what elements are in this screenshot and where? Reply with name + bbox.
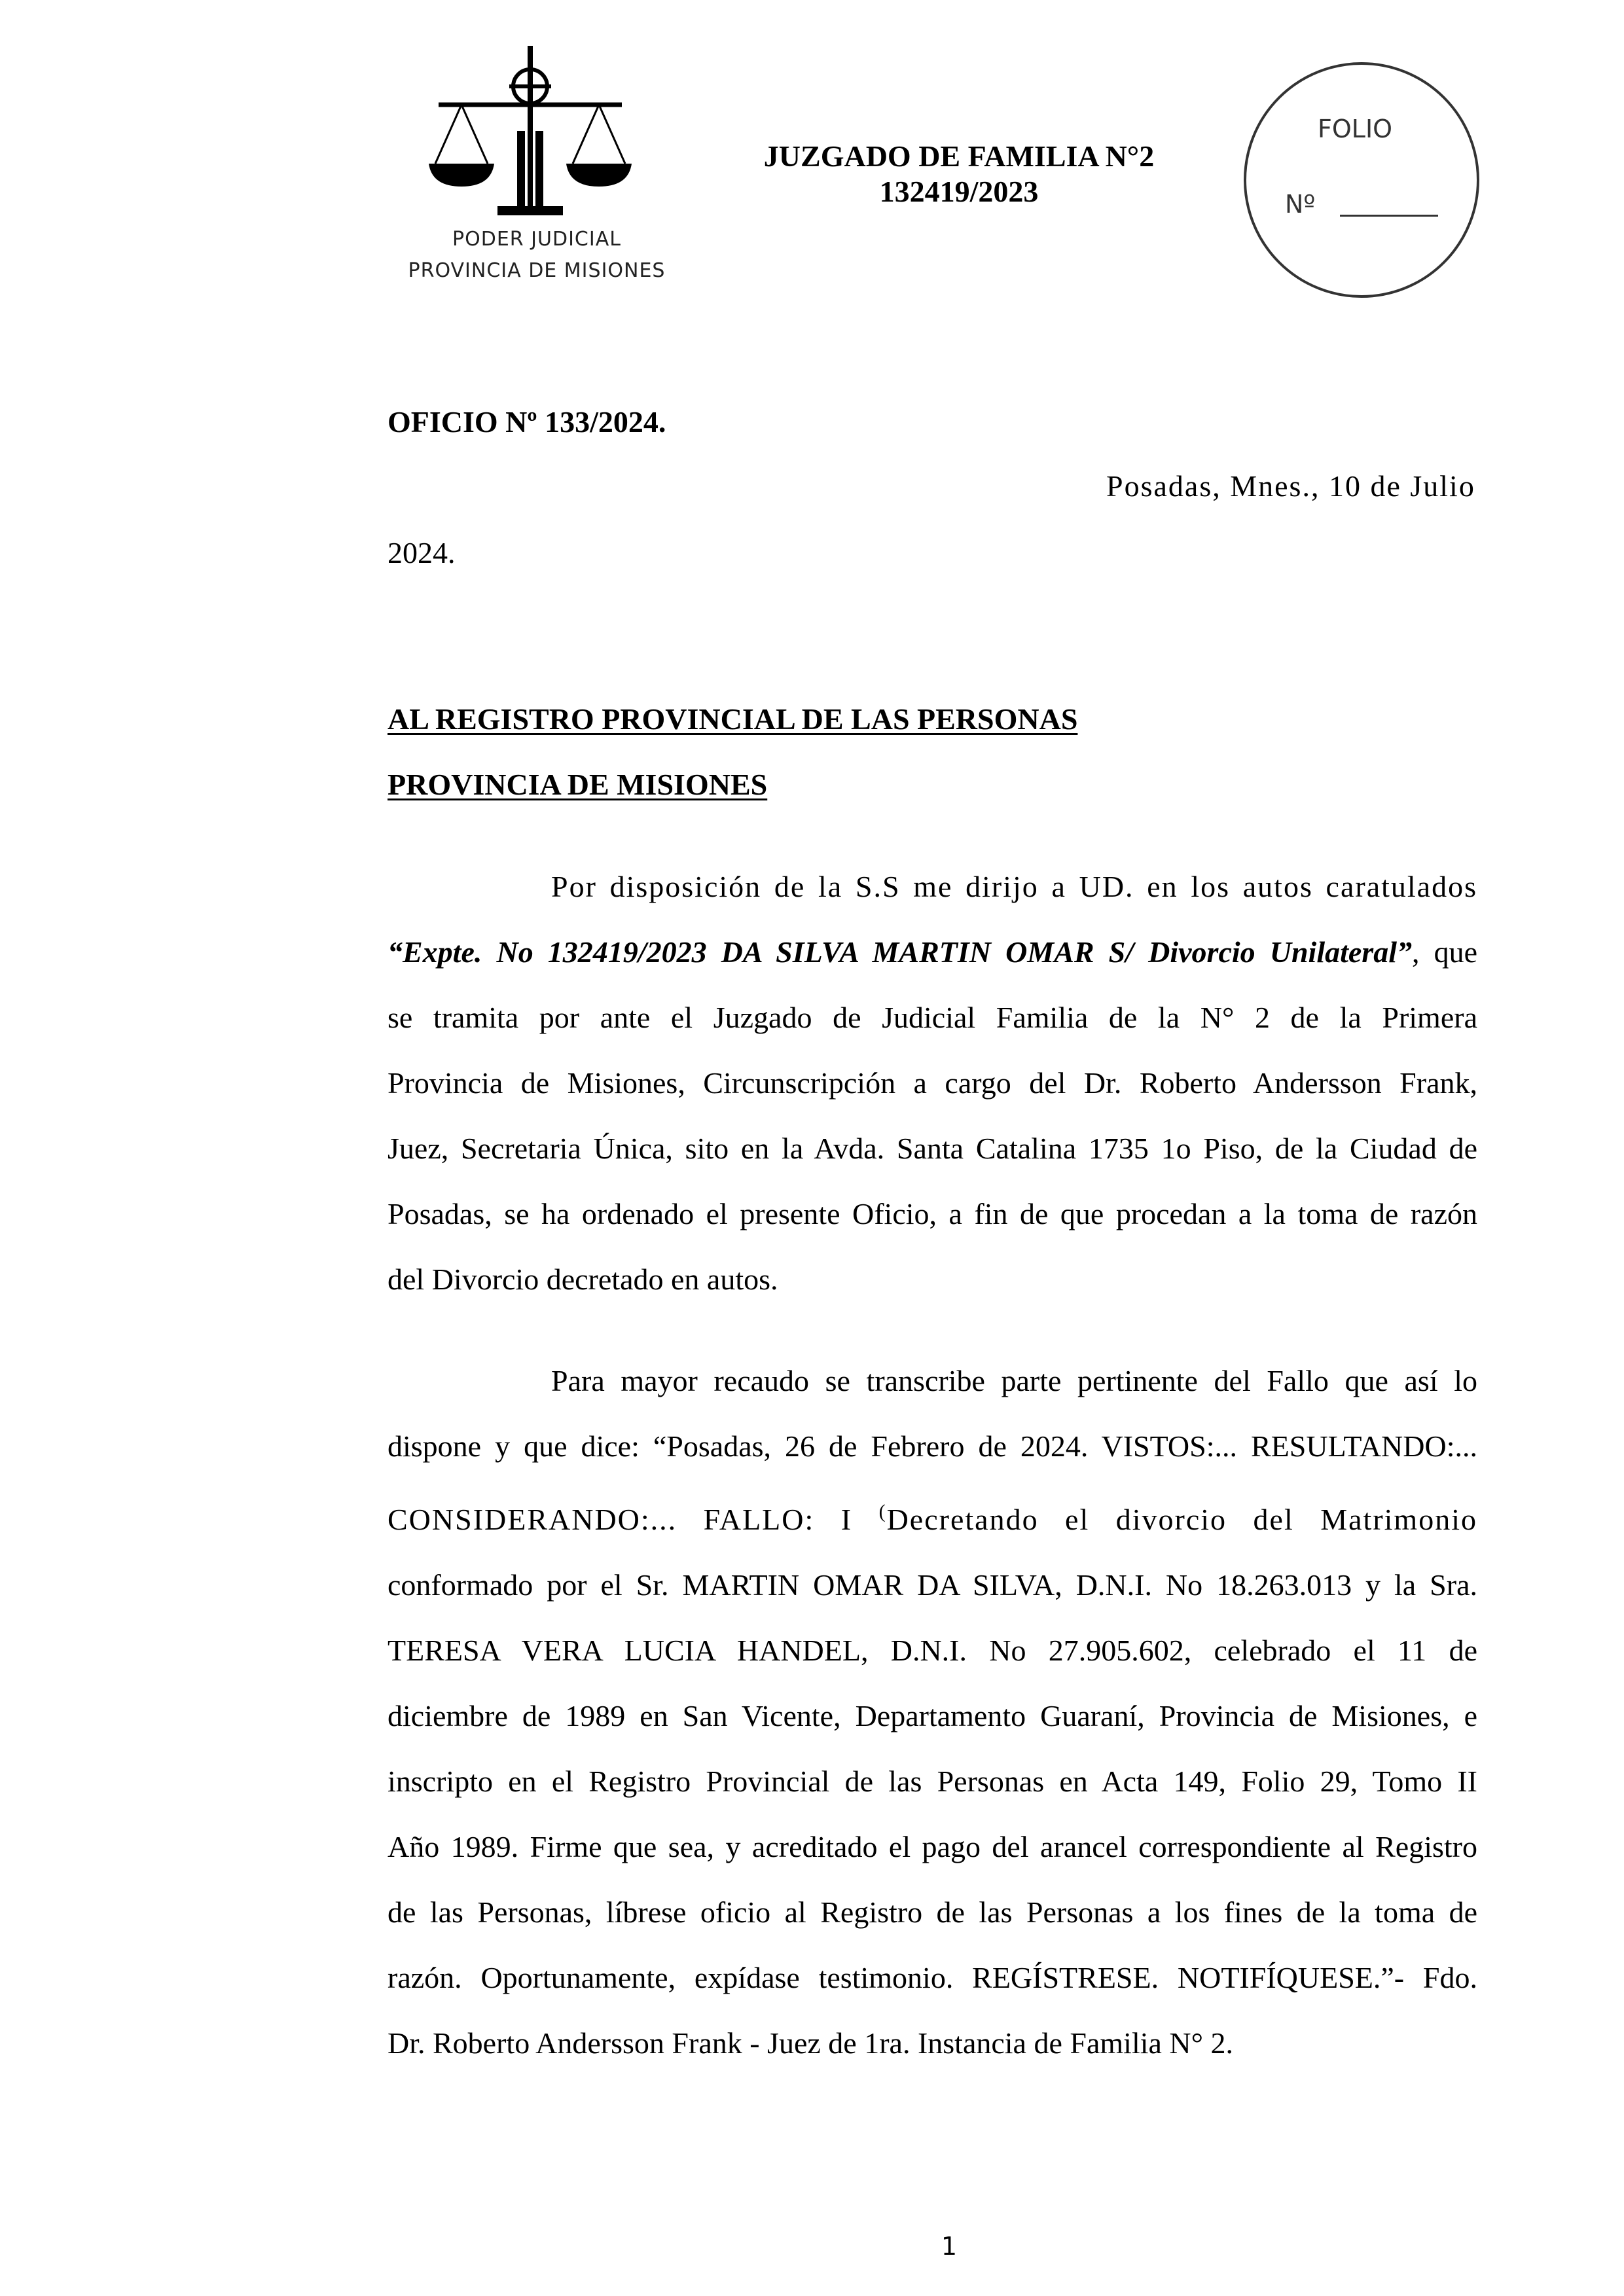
p1-line1: Por disposición de la S.S me dirijo a UD. en los autos caratulados bbox=[551, 870, 1477, 903]
p2-line8: Año 1989. Firme que sea, y acreditado el pago del arancel correspondiente al Registro bbox=[388, 1830, 1477, 1863]
paragraph-2 bbox=[388, 1348, 1477, 2076]
p2-line1: Para mayor recaudo se transcribe parte pertinente del Fallo que así lo bbox=[551, 1364, 1477, 1397]
paragraph-1 bbox=[388, 854, 1477, 1312]
date-line: Posadas, Mnes., 10 de Julio bbox=[1106, 469, 1475, 503]
poder-judicial-logo bbox=[399, 39, 674, 295]
p2-line4: conformado por el Sr. MARTIN OMAR DA SILVA, D.N.I. No 18.263.013 y la Sra. bbox=[388, 1568, 1477, 1602]
folio-stamp bbox=[1240, 59, 1483, 301]
recipient-line2: PROVINCIA DE MISIONES bbox=[388, 768, 768, 801]
p1-line5: Juez, Secretaria Única, sito en la Avda. Santa Catalina 1735 1o Piso, de la Ciudad de bbox=[388, 1132, 1477, 1165]
page-number: 1 bbox=[941, 2232, 958, 2261]
oficio-number: OFICIO Nº 133/2024. bbox=[388, 405, 666, 439]
p2-line3-sup: ( bbox=[878, 1501, 887, 1522]
p1-line2-rest: , que bbox=[1411, 935, 1477, 969]
p2-line3b: Decretando el divorcio del Matrimonio bbox=[886, 1503, 1477, 1536]
case-number: 132419/2023 bbox=[879, 175, 1039, 208]
folio-label: FOLIO bbox=[1318, 115, 1393, 143]
p2-line11: Dr. Roberto Andersson Frank - Juez de 1ra. Instancia de Familia N° 2. bbox=[388, 2026, 1234, 2060]
date-year: 2024. bbox=[388, 536, 456, 569]
p1-line2 bbox=[388, 920, 1477, 985]
p2-line10: razón. Oportunamente, expídase testimonio. REGÍSTRESE. NOTIFÍQUESE.”- Fdo. bbox=[388, 1961, 1477, 1994]
logo-text-line1: PODER JUDICIAL bbox=[452, 228, 621, 251]
p2-line3a: CONSIDERANDO:... FALLO: I bbox=[388, 1503, 853, 1536]
logo-text-line2: PROVINCIA DE MISIONES bbox=[408, 259, 666, 282]
folio-stamp-circle-icon bbox=[1240, 59, 1483, 301]
case-title: “Expte. No 132419/2023 DA SILVA MARTIN OMAR S/ Divorcio Unilateral” bbox=[388, 935, 1412, 969]
p2-line3 bbox=[388, 1479, 1477, 1552]
p1-line4: Provincia de Misiones, Circunscripción a cargo del Dr. Roberto Andersson Frank, bbox=[388, 1066, 1477, 1100]
p2-line6: diciembre de 1989 en San Vicente, Departamento Guaraní, Provincia de Misiones, e bbox=[388, 1699, 1477, 1732]
p1-line6: Posadas, se ha ordenado el presente Oficio, a fin de que procedan a la toma de razón bbox=[388, 1197, 1477, 1230]
p2-line9: de las Personas, líbrese oficio al Registro de las Personas a los fines de la toma de bbox=[388, 1895, 1477, 1929]
scales-of-justice-icon bbox=[399, 39, 674, 229]
recipient-line1: AL REGISTRO PROVINCIAL DE LAS PERSONAS bbox=[388, 702, 1078, 736]
court-heading bbox=[687, 139, 1231, 209]
p1-line7: del Divorcio decretado en autos. bbox=[388, 1263, 778, 1296]
court-name: JUZGADO DE FAMILIA N°2 bbox=[763, 139, 1155, 173]
folio-number-label: Nº bbox=[1285, 190, 1316, 219]
p1-line3: se tramita por ante el Juzgado de Judicial Familia de la N° 2 de la Primera bbox=[388, 1001, 1477, 1034]
p2-line5: TERESA VERA LUCIA HANDEL, D.N.I. No 27.905.602, celebrado el 11 de bbox=[388, 1634, 1477, 1667]
folio-number-blank bbox=[1340, 215, 1438, 217]
p2-line2: dispone y que dice: “Posadas, 26 de Febrero de 2024. VISTOS:... RESULTANDO:... bbox=[388, 1429, 1477, 1463]
p2-line7: inscripto en el Registro Provincial de las Personas en Acta 149, Folio 29, Tomo II bbox=[388, 1765, 1477, 1798]
